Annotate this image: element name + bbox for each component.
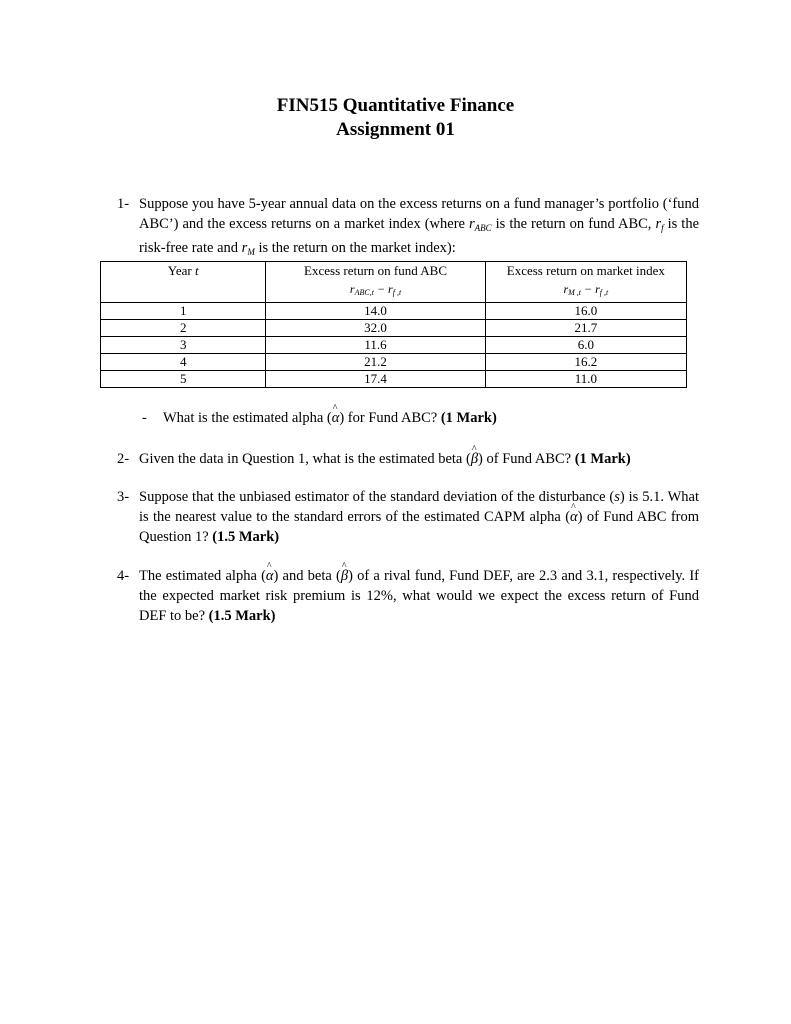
assignment-title: Assignment 01 — [336, 119, 455, 140]
question-4: 4- The estimated alpha (^ α) and beta (^ β) of a rival fund, Fund DEF, are 2.3 and 3.1, respectively. If the expected market risk premium is 12%, what would we expect the excess return of Fund DEF to be? (1.5 Mark) — [117, 566, 699, 626]
question-3: 3- Suppose that the unbiased estimator of the standard deviation of the disturbance (s) is 5.1. What is the nearest value to the standard errors of the estimated CAPM alpha (^ α) of Fund ABC from Question 1? (1.5 Mark) — [117, 487, 699, 547]
beta-hat-symbol: ^ β — [341, 566, 348, 586]
question-1 — [117, 194, 699, 262]
table-row: 2 32.0 21.7 — [101, 320, 687, 337]
header-market-return: Excess return on market index rM ,t − rf ,t — [485, 262, 686, 303]
course-title: FIN515 Quantitative Finance — [276, 95, 515, 116]
alpha-hat-symbol: ^ α — [332, 408, 340, 428]
alpha-hat-symbol: ^ α — [266, 566, 274, 586]
table-row: 1 14.0 16.0 — [101, 303, 687, 320]
table-header-row — [101, 262, 687, 303]
table-row: 5 17.4 11.0 — [101, 371, 687, 388]
marks-label: (1.5 Mark) — [212, 529, 280, 545]
question-1-subpart: - What is the estimated alpha (^ α) for Fund ABC? (1 Mark) — [142, 408, 497, 428]
question-1-text: Suppose you have 5-year annual data on the excess returns on a fund manager’s portfolio (‘fund ABC’) and the excess returns on a market index (where $r_{ABC}$ is the return on fund ABC, $r_f$ is the risk-free rate and $r_M$ is the return on the market index): — [139, 196, 700, 257]
returns-table — [100, 261, 687, 388]
question-2-number: 2- — [117, 451, 130, 467]
table-row: 3 11.6 6.0 — [101, 337, 687, 354]
question-1-number: 1- — [117, 196, 130, 212]
marks-label: (1.5 Mark) — [208, 608, 276, 624]
header-year: Year t — [101, 262, 266, 303]
marks-label: (1 Mark) — [574, 451, 631, 467]
question-2: 2- Given the data in Question 1, what is the estimated beta (^ β) of Fund ABC? (1 Mark) — [117, 449, 699, 469]
header-fund-return: Excess return on fund ABC rABC,t − rf ,t — [266, 262, 485, 303]
alpha-hat-symbol: ^ α — [570, 507, 578, 527]
table-row: 4 21.2 16.2 — [101, 354, 687, 371]
question-3-number: 3- — [117, 489, 130, 505]
marks-label: (1 Mark) — [440, 410, 497, 426]
beta-hat-symbol: ^ β — [471, 449, 478, 469]
question-4-number: 4- — [117, 568, 130, 584]
